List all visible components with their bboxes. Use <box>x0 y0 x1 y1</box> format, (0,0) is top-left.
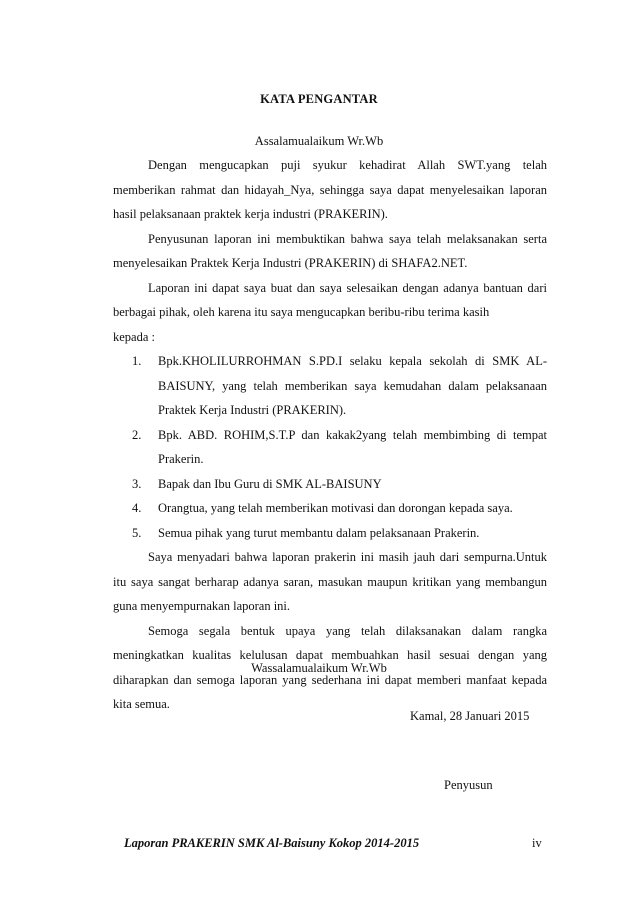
list-text: Bapak dan Ibu Guru di SMK AL-BAISUNY <box>158 476 382 491</box>
list-number: 3. <box>132 476 142 491</box>
list-number: 4. <box>132 501 142 515</box>
list-item <box>113 521 547 546</box>
list-item <box>113 349 547 423</box>
greeting: Assalamualaikum Wr.Wb <box>254 134 384 148</box>
signature-date: Kamal, 28 Januari 2015 <box>410 709 530 723</box>
paragraph-opening: Dengan mengucapkan puji syukur kehadirat Allah SWT.yang telah memberikan rahmat dan hidayah_Nya, sehingga saya dapat menyelesaikan laporan hasil pelaksanaan praktek kerja industri (PRAKERIN). <box>113 158 547 221</box>
list-item <box>113 496 547 521</box>
list-text: Orangtua, yang telah memberikan motivasi dan dorongan kepada saya. <box>158 501 513 515</box>
paragraph-purpose: Penyusunan laporan ini membuktikan bahwa saya telah melaksanakan serta menyelesaikan Praktek Kerja Industri (PRAKERIN) di SHAFA2.NET. <box>113 231 547 270</box>
closing-salutation: Wassalamualaikum Wr.Wb <box>251 661 387 675</box>
list-item <box>113 423 547 472</box>
thanks-list <box>113 349 547 545</box>
paragraph-acknowledgement: Saya menyadari bahwa laporan prakerin ini masih jauh dari sempurna.Untuk itu saya sangat berharap adanya saran, masukan maupun kritikan yang membangun guna menyempurnakan laporan ini. <box>113 550 547 613</box>
list-text: Bpk.KHOLILURROHMAN S.PD.I selaku kepala sekolah di SMK AL-BAISUNY, yang telah memberikan saya kemudahan dalam pelaksanaan Praktek Kerja Industri (PRAKERIN). <box>158 354 547 417</box>
signature-author: Penyusun <box>444 778 493 792</box>
page-footer: Laporan PRAKERIN SMK Al-Baisuny Kokop 2014-2015 <box>124 836 420 850</box>
list-item <box>113 472 547 497</box>
list-text: Bpk. ABD. ROHIM,S.T.P dan kakak2yang telah membimbing di tempat Prakerin. <box>158 427 547 466</box>
page-number: iv <box>532 836 542 850</box>
paragraph-hope: Semoga segala bentuk upaya yang telah dilaksanakan dalam rangka meningkatkan kualitas kelulusan dapat membuahkan hasil sesuai dengan yang diharapkan dan semoga laporan yang sederhana ini dapat memberi manfaat kepada kita semua. <box>113 623 547 711</box>
document-body <box>113 153 547 717</box>
paragraph-thanks: Laporan ini dapat saya buat dan saya selesaikan dengan adanya bantuan dari berbagai pihak, oleh karena itu saya mengucapkan beribu-ribu terima kasih <box>113 280 547 319</box>
list-number: 5. <box>132 525 142 540</box>
paragraph-kepada: kepada : <box>113 329 155 344</box>
page-title: KATA PENGANTAR <box>260 92 378 106</box>
list-number: 1. <box>132 354 142 368</box>
list-number: 2. <box>132 427 142 442</box>
list-text: Semua pihak yang turut membantu dalam pelaksanaan Prakerin. <box>158 525 480 540</box>
